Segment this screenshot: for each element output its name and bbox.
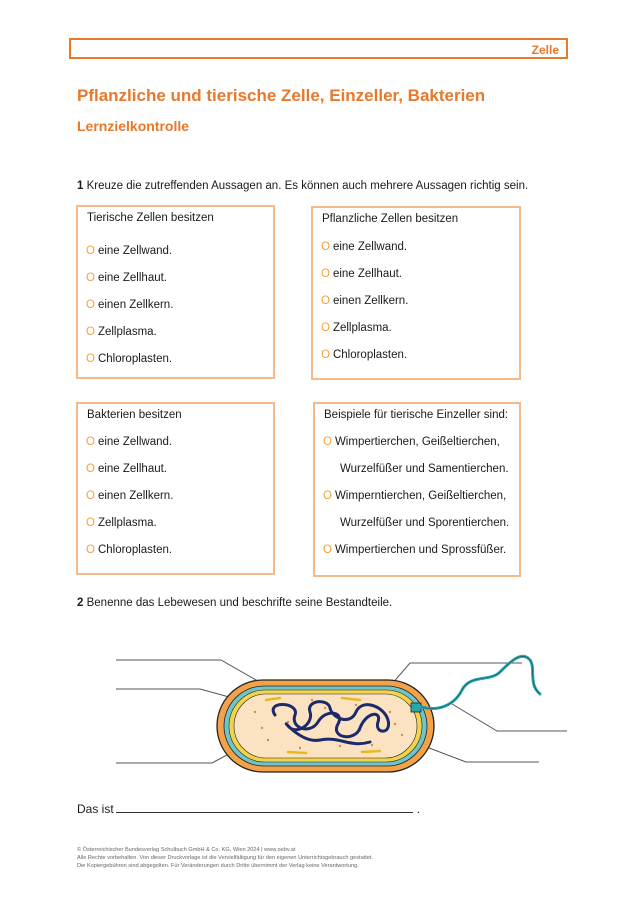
box-heading: Bakterien besitzen [87,409,182,421]
option-circle-icon[interactable]: O [86,544,95,556]
option-label: eine Zellwand. [332,241,408,253]
page-subtitle: Lernzielkontrolle [77,118,190,134]
answer-input-blank[interactable] [116,801,413,813]
option-label: Wimperntierchen, Geißeltierchen, [334,490,507,502]
option-checkbox[interactable] [86,490,173,502]
option-label: eine Zellhaut. [97,272,167,284]
option-circle-icon[interactable]: O [86,353,95,365]
option-checkbox[interactable] [86,272,167,284]
option-circle-icon[interactable]: O [321,322,330,334]
option-label: Chloroplasten. [332,349,408,361]
option-circle-icon[interactable]: O [86,517,95,529]
quiz-box-animal-cells [76,205,275,379]
option-label: Wimpertierchen, Geißeltierchen, [334,436,500,448]
option-checkbox[interactable] [323,490,506,502]
option-checkbox[interactable] [321,241,407,253]
option-label: Wimpertierchen und Sprossfüßer. [334,544,507,556]
option-checkbox[interactable] [321,268,402,280]
option-label: eine Zellwand. [97,245,173,257]
task-number: 1 [77,180,84,192]
footer-line-2: Alle Rechte vorbehalten. Von dieser Druckvorlage ist die Vervielfältigung für den eigenen Unterrichtsgebrauch gestattet. [77,855,374,861]
footer-line-1: © Österreichischer Bundesverlag Schulbuch GmbH & Co. KG, Wien 2024 | www.oebv.at [77,847,296,853]
topic-tag: Zelle [531,43,559,57]
option-circle-icon[interactable]: O [321,241,330,253]
option-checkbox[interactable] [321,295,408,307]
answer-suffix: . [416,802,421,816]
option-label: Zellplasma. [332,322,392,334]
flagellum-outline [421,656,540,708]
option-label: einen Zellkern. [97,490,174,502]
option-checkbox[interactable] [86,463,167,475]
option-label-continued: Wurzelfüßer und Sporentierchen. [340,517,510,529]
label-line-flagellum[interactable] [452,704,567,731]
option-circle-icon[interactable]: O [321,349,330,361]
option-checkbox[interactable] [86,353,172,365]
option-circle-icon[interactable]: O [86,245,95,257]
option-circle-icon[interactable]: O [323,544,332,556]
option-circle-icon[interactable]: O [323,490,332,502]
label-line-cell-wall[interactable] [116,660,263,684]
option-checkbox[interactable] [86,544,172,556]
quiz-box-plant-cells [311,206,521,380]
box-heading: Beispiele für tierische Einzeller sind: [324,409,509,421]
option-label-continued: Wurzelfüßer und Samentierchen. [340,463,509,475]
option-checkbox[interactable] [321,349,407,361]
footer-line-3: Die Kopiergebühren sind abgegolten. Für Veränderungen durch Dritte übernimmt der Verlag keine Verantwortung. [77,863,359,869]
option-label: Chloroplasten. [97,544,173,556]
task-number: 2 [77,597,84,609]
quiz-box-protozoa [313,402,521,577]
task-text: Benenne das Lebewesen und beschrifte seine Bestandteile. [86,597,393,609]
option-label: eine Zellhaut. [97,463,167,475]
option-label: Zellplasma. [97,517,157,529]
option-circle-icon[interactable]: O [321,295,330,307]
option-label: eine Zellhaut. [332,268,402,280]
flagellum-base [411,703,421,712]
flagellum [421,656,540,708]
option-label: eine Zellwand. [97,436,173,448]
option-checkbox[interactable] [321,322,392,334]
task-text: Kreuze die zutreffenden Aussagen an. Es können auch mehrere Aussagen richtig sein. [86,180,529,192]
quiz-box-bacteria [76,402,275,575]
option-circle-icon[interactable]: O [86,436,95,448]
label-line-cell-membrane[interactable] [116,689,240,700]
option-label: Zellplasma. [97,326,157,338]
option-checkbox[interactable] [86,436,172,448]
option-circle-icon[interactable]: O [86,490,95,502]
option-checkbox[interactable] [323,544,506,556]
box-heading: Tierische Zellen besitzen [87,212,214,224]
bacterium-diagram [0,620,640,790]
option-circle-icon[interactable]: O [323,436,332,448]
option-label: Chloroplasten. [97,353,173,365]
label-line-plasma[interactable] [116,748,240,763]
option-checkbox[interactable] [86,326,157,338]
option-checkbox[interactable] [86,517,157,529]
option-checkbox[interactable] [323,436,500,448]
option-checkbox[interactable] [86,245,172,257]
box-heading: Pflanzliche Zellen besitzen [322,213,459,225]
option-circle-icon[interactable]: O [86,272,95,284]
answer-prefix: Das ist [77,802,114,816]
option-label: einen Zellkern. [332,295,409,307]
option-circle-icon[interactable]: O [86,326,95,338]
copyright-footer [77,846,373,870]
option-checkbox[interactable] [86,299,173,311]
page-title: Pflanzliche und tierische Zelle, Einzeller, Bakterien [77,86,486,105]
answer-line [77,801,420,816]
option-circle-icon[interactable]: O [321,268,330,280]
task-2-instruction [77,597,392,609]
option-circle-icon[interactable]: O [86,463,95,475]
header-bar [69,38,568,59]
option-circle-icon[interactable]: O [86,299,95,311]
option-label: einen Zellkern. [97,299,174,311]
task-1-instruction [77,180,528,192]
